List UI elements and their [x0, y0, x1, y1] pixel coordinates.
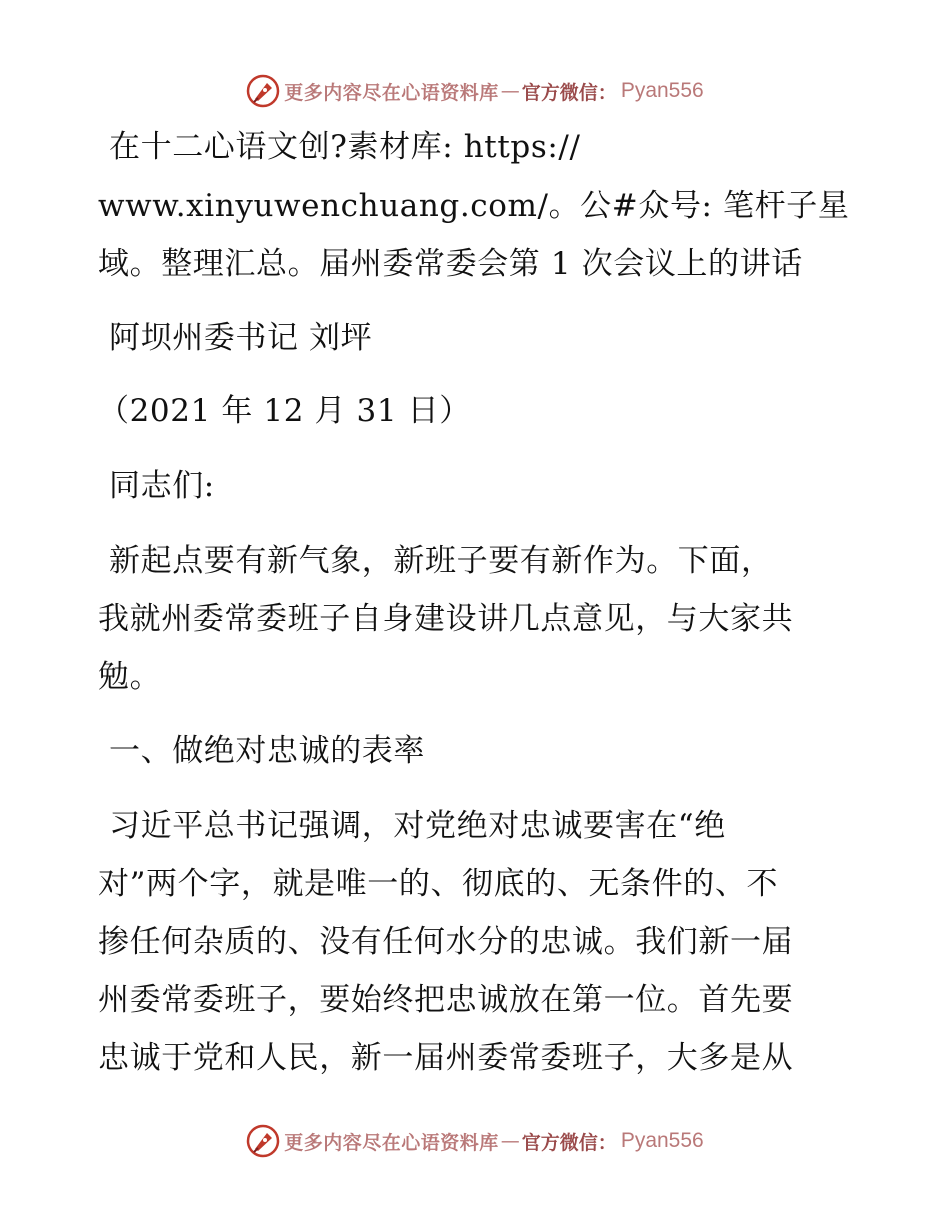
body-line: 在十二心语文创?素材库: https:// [109, 129, 581, 165]
banner-text: 更多内容尽在心语资料库 [284, 1131, 499, 1154]
body-line: www.xinyuwenchuang.com/。公#众号: 笔杆子星 [98, 188, 850, 224]
banner-text: 更多内容尽在心语资料库 [284, 81, 499, 104]
body-line: （2021 年 12 月 31 日） [98, 393, 471, 429]
body-line: 州委常委班子，要始终把忠诚放在第一位。首先要 [98, 982, 794, 1018]
body-line: 勉。 [98, 659, 162, 695]
body-line: 对”两个字，就是唯一的、彻底的、无条件的、不 [98, 866, 779, 902]
body-line: 阿坝州委书记 刘坪 [109, 320, 373, 356]
banner-separator: — [500, 1130, 520, 1152]
banner-separator: — [500, 80, 520, 102]
body-line: 新起点要有新气象，新班子要有新作为。下面， [109, 543, 773, 579]
footer-banner [0, 1121, 950, 1161]
body-line: 掺任何杂质的、没有任何水分的忠诚。我们新一届 [98, 924, 794, 960]
body-line: 习近平总书记强调，对党绝对忠诚要害在“绝 [109, 808, 726, 844]
banner-label: 官方微信： [521, 81, 617, 104]
banner-label: 官方微信： [521, 1131, 617, 1154]
section-heading: 一、做绝对忠诚的表率 [109, 733, 425, 769]
pen-nib-logo-icon [246, 74, 280, 108]
pen-nib-logo-icon [246, 1124, 280, 1158]
body-line: 忠诚于党和人民，新一届州委常委班子，大多是从 [98, 1040, 794, 1076]
body-line: 同志们: [109, 468, 215, 504]
body-line: 域。整理汇总。届州委常委会第 1 次会议上的讲话 [98, 246, 803, 282]
body-line: 我就州委常委班子自身建设讲几点意见，与大家共 [98, 601, 794, 637]
banner-wechat-id: Pyan556 [620, 1129, 704, 1152]
banner-wechat-id: Pyan556 [620, 79, 704, 102]
header-banner [0, 71, 950, 111]
